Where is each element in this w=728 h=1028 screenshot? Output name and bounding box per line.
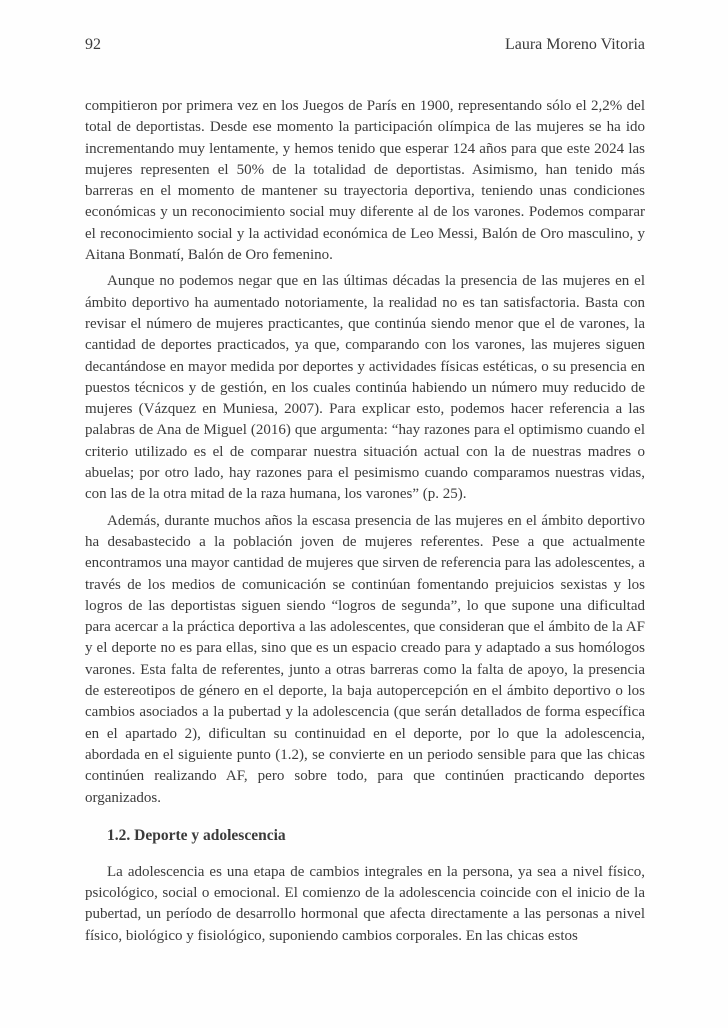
section-heading: 1.2. Deporte y adolescencia — [107, 826, 286, 844]
running-header-author: Laura Moreno Vitoria — [504, 36, 645, 53]
running-header — [85, 36, 645, 54]
body-paragraph: La adolescencia es una etapa de cambios integrales en la persona, ya sea a nivel físico, psicológico, social o emocional. El comienzo de la adolescencia coincide con el inicio de la pubertad, un período de desarrollo hormonal que afecta directamente a las personas a nivel físico, biológico y fisiológico, suponiendo cambios corporales. En las chicas estos — [85, 863, 645, 944]
page-content — [85, 36, 645, 952]
body-paragraph: Además, durante muchos años la escasa presencia de las mujeres en el ámbito deportivo ha desabastecido a la población joven de mujeres referentes. Pese a que actualmente encontramos una mayor cantidad de mujeres que sirven de referencia para las adolescentes, a través de los medios de comunicación se continúan fomentando prejuicios sexistas y los logros de las deportistas siguen siendo “logros de segunda”, lo que supone una dificultad para acercar a la práctica deportiva a las adolescentes, que consideran que el ámbito de la AF y el deporte no es para ellas, sino que es un espacio creado para y adaptado a sus homólogos varones. Esta falta de referentes, junto a otras barreras como la falta de apoyo, la presencia de estereotipos de género en el deporte, la baja autopercepción en el ámbito deportivo o los cambios asociados a la pubertad y la adolescencia (que serán detallados de forma específica en el apartado 2), dificultan su continuidad en el deporte, por lo que la adolescencia, abordada en el siguiente punto (1.2), se convierte en un periodo sensible para que las chicas continúen realizando AF, pero sobre todo, para que continúen practicando deportes organizados. — [85, 512, 645, 806]
body-paragraph: Aunque no podemos negar que en las últimas décadas la presencia de las mujeres en el ámbito deportivo ha aumentado notoriamente, la realidad no es tan satisfactoria. Basta con revisar el número de mujeres practicantes, que continúa siendo menor que el de varones, la cantidad de deportes practicados, ya que, comparando con los varones, las mujeres siguen decantándose en mayor medida por deportes y actividades físicas estéticas, o su presencia en puestos técnicos y de gestión, en los cuales continúa habiendo un número muy reducido de mujeres (Vázquez en Muniesa, 2007). Para explicar esto, podemos hacer referencia a las palabras de Ana de Miguel (2016) que argumenta: “hay razones para el optimismo cuando el criterio utilizado es el de comparar nuestra situación actual con la de nuestras madres o abuelas; por otro lado, hay razones para el pesimismo cuando comparamos nuestras vidas, con las de la otra mitad de la raza humana, los varones” (p. 25). — [85, 273, 645, 503]
body-paragraph: compitieron por primera vez en los Juegos de París en 1900, representando sólo el 2,2% del total de deportistas. Desde ese momento la participación olímpica de las mujeres se ha ido incrementando muy lentamente, y hemos tenido que esperar 124 años para que este 2024 las mujeres representen el 50% de la totalidad de deportistas. Asimismo, han tenido más barreras en el momento de mantener su trayectoria deportiva, teniendo unas condiciones económicas y un reconocimiento social muy diferente al de los varones. Podemos comparar el reconocimiento social y la actividad económica de Leo Messi, Balón de Oro masculino, y Aitana Bonmatí, Balón de Oro femenino. — [85, 98, 645, 264]
page-number: 92 — [85, 36, 101, 53]
body-text — [85, 96, 645, 947]
